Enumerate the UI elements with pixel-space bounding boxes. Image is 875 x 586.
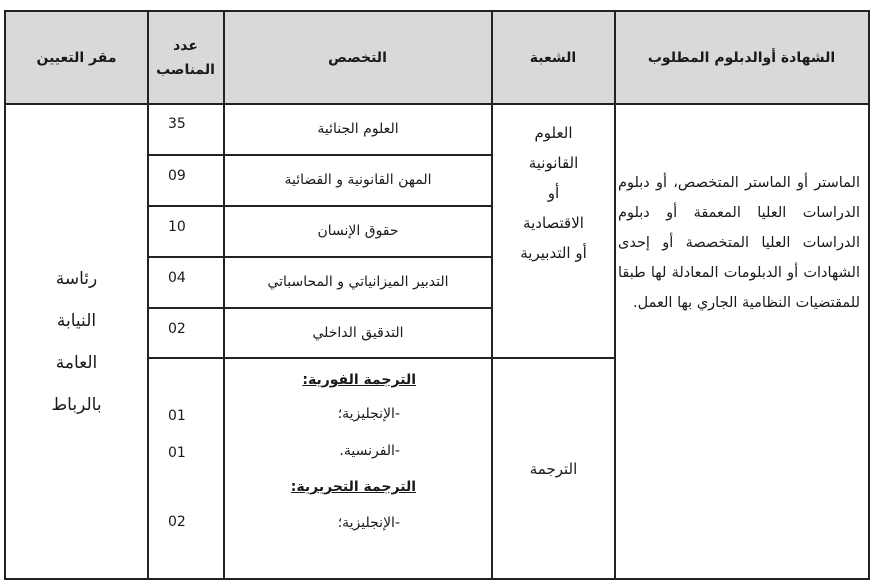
position-count: 01 (168, 408, 186, 424)
location-line: بالرباط (51, 394, 102, 415)
branch-translation-cell: الترجمة (529, 459, 578, 478)
header-branch: الشعبة (492, 12, 614, 103)
specialty-name: التدقيق الداخلي (312, 324, 404, 341)
specialty-name: المهن القانونية و القضائية (284, 172, 432, 188)
specialty-name: -الإنجليزية؛ (337, 515, 400, 531)
diploma-requirement: الماستر أو الماستر المتخصص، أو دبلوم الدراسات العليا المعمقة أو دبلوم الدراسات العليا المتخصصة أو إحدى الشهادات أو الدبلومات المعادلة لها طبقا للمقتضيات النظامية الجاري بها العمل. (618, 175, 860, 311)
table-divider (614, 10, 616, 580)
header-specialty: التخصص (224, 12, 491, 103)
oral-translation-title: الترجمة الفورية: (302, 372, 416, 388)
header-positions-line1: عدد (173, 37, 198, 54)
header-positions (148, 12, 223, 103)
specialty-name: -الإنجليزية؛ (337, 406, 400, 422)
location-line: العامة (55, 352, 98, 373)
header-diploma: الشهادة أوالدبلوم المطلوب (615, 12, 868, 103)
table-divider (147, 10, 149, 580)
location-cell (6, 105, 147, 578)
position-count: 02 (168, 514, 186, 530)
position-count: 02 (168, 321, 186, 337)
branch-line: القانونية (528, 154, 579, 172)
branch-line: أو (547, 184, 560, 202)
position-count: 01 (168, 445, 186, 461)
written-translation-title: الترجمة التحريرية: (290, 479, 416, 495)
position-count: 04 (168, 270, 186, 286)
position-count: 10 (168, 219, 186, 235)
specialty-name: التدبير الميزانياتي و المحاسباتي (267, 274, 449, 290)
position-count: 35 (168, 116, 186, 132)
position-count: 09 (168, 168, 186, 184)
branch-law-cell (493, 118, 614, 310)
branch-line: أو التدبيرية (520, 244, 587, 262)
location-line: النيابة (56, 310, 97, 331)
branch-line: العلوم (534, 124, 573, 142)
branch-line: الاقتصادية (523, 214, 584, 232)
specialty-name: العلوم الجنائية (317, 121, 399, 137)
specialty-name: -الفرنسية. (339, 443, 400, 459)
specialty-name: حقوق الإنسان (317, 223, 399, 239)
header-location: مقر التعيين (6, 12, 147, 103)
location-line: رئاسة (55, 268, 98, 289)
header-positions-line2: المناصب (156, 61, 215, 78)
